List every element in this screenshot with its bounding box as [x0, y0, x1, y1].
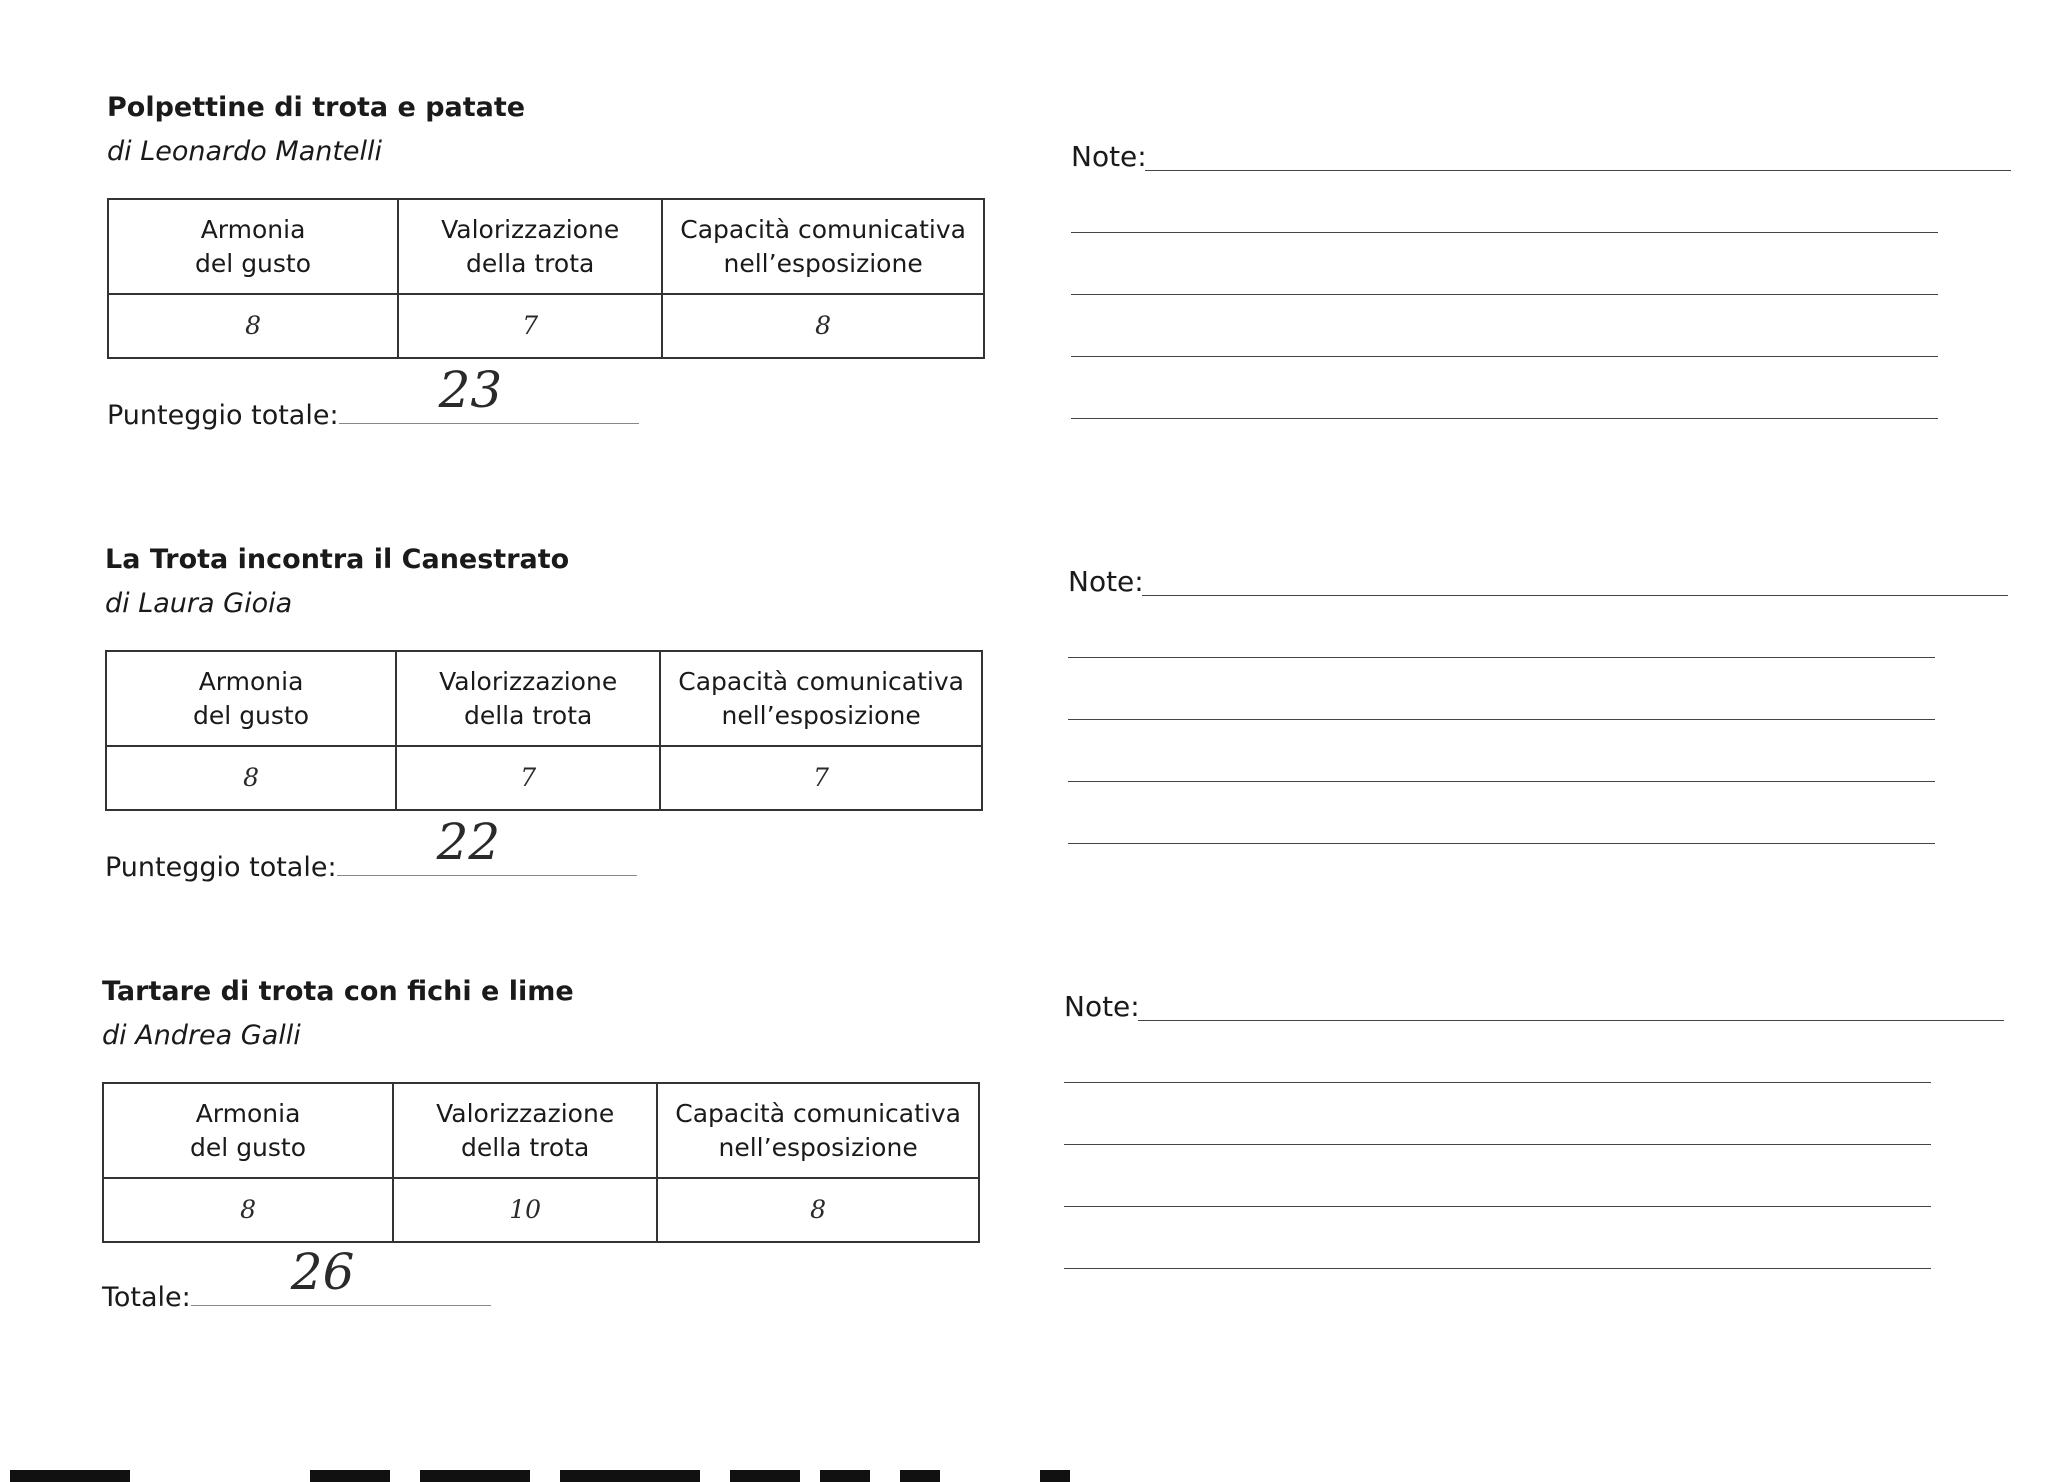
recipe-author: di Leonardo Mantelli [107, 136, 383, 167]
criterion-trout-enhancement: Valorizzazione della trota [396, 651, 660, 746]
score-communication[interactable]: 7 [660, 746, 982, 810]
note-line[interactable] [1064, 1082, 1931, 1083]
note-label: Note: [1068, 565, 1144, 598]
score-communication[interactable]: 8 [662, 294, 984, 358]
criterion-taste-harmony: Armonia del gusto [106, 651, 396, 746]
total-field[interactable] [191, 1243, 491, 1306]
note-line[interactable] [1071, 294, 1938, 295]
entry-1 [107, 88, 1007, 448]
score-taste-harmony[interactable]: 8 [108, 294, 398, 358]
note-label: Note: [1064, 990, 1140, 1023]
score-table [105, 650, 983, 811]
score-trout-enhancement[interactable]: 7 [398, 294, 662, 358]
total-label: Totale: [102, 1282, 191, 1313]
criterion-communication: Capacità comunicativa nell’esposizione [660, 651, 982, 746]
note-line[interactable] [1071, 356, 1938, 357]
note-label: Note: [1071, 140, 1147, 173]
note-line[interactable] [1068, 781, 1935, 782]
criterion-taste-harmony: Armonia del gusto [108, 199, 398, 294]
criterion-taste-harmony: Armonia del gusto [103, 1083, 393, 1178]
score-table [102, 1082, 980, 1243]
note-line[interactable] [1071, 418, 1938, 419]
total-value: 22 [436, 813, 501, 871]
criterion-trout-enhancement: Valorizzazione della trota [398, 199, 662, 294]
notes-2 [1068, 565, 1948, 865]
criterion-communication: Capacità comunicativa nell’esposizione [657, 1083, 979, 1178]
score-communication[interactable]: 8 [657, 1178, 979, 1242]
note-line[interactable] [1064, 1144, 1931, 1145]
note-line[interactable] [1064, 1206, 1931, 1207]
recipe-title: La Trota incontra il Canestrato [105, 544, 570, 575]
bottom-edge-marks [0, 1470, 2050, 1482]
note-line[interactable] [1068, 719, 1935, 720]
score-taste-harmony[interactable]: 8 [106, 746, 396, 810]
total-row [105, 813, 637, 883]
recipe-title: Polpettine di trota e patate [107, 92, 526, 123]
note-line[interactable] [1145, 170, 2011, 171]
total-field[interactable] [339, 361, 639, 424]
entry-3 [102, 972, 1002, 1332]
criterion-trout-enhancement: Valorizzazione della trota [393, 1083, 657, 1178]
note-line[interactable] [1138, 1020, 2004, 1021]
recipe-title: Tartare di trota con fichi e lime [102, 976, 574, 1007]
total-row [102, 1243, 491, 1313]
note-line[interactable] [1064, 1268, 1931, 1269]
notes-1 [1071, 140, 1951, 440]
note-line[interactable] [1071, 232, 1938, 233]
score-trout-enhancement[interactable]: 10 [393, 1178, 657, 1242]
entry-2 [105, 540, 1005, 900]
note-line[interactable] [1068, 657, 1935, 658]
total-label: Punteggio totale: [107, 400, 339, 431]
note-line[interactable] [1142, 595, 2008, 596]
score-taste-harmony[interactable]: 8 [103, 1178, 393, 1242]
total-label: Punteggio totale: [105, 852, 337, 883]
total-field[interactable] [337, 813, 637, 876]
score-trout-enhancement[interactable]: 7 [396, 746, 660, 810]
recipe-author: di Andrea Galli [102, 1020, 301, 1051]
score-table [107, 198, 985, 359]
total-row [107, 361, 639, 431]
total-value: 23 [438, 361, 503, 419]
notes-3 [1064, 990, 1944, 1290]
note-line[interactable] [1068, 843, 1935, 844]
criterion-communication: Capacità comunicativa nell’esposizione [662, 199, 984, 294]
total-value: 26 [290, 1243, 355, 1301]
recipe-author: di Laura Gioia [105, 588, 293, 619]
